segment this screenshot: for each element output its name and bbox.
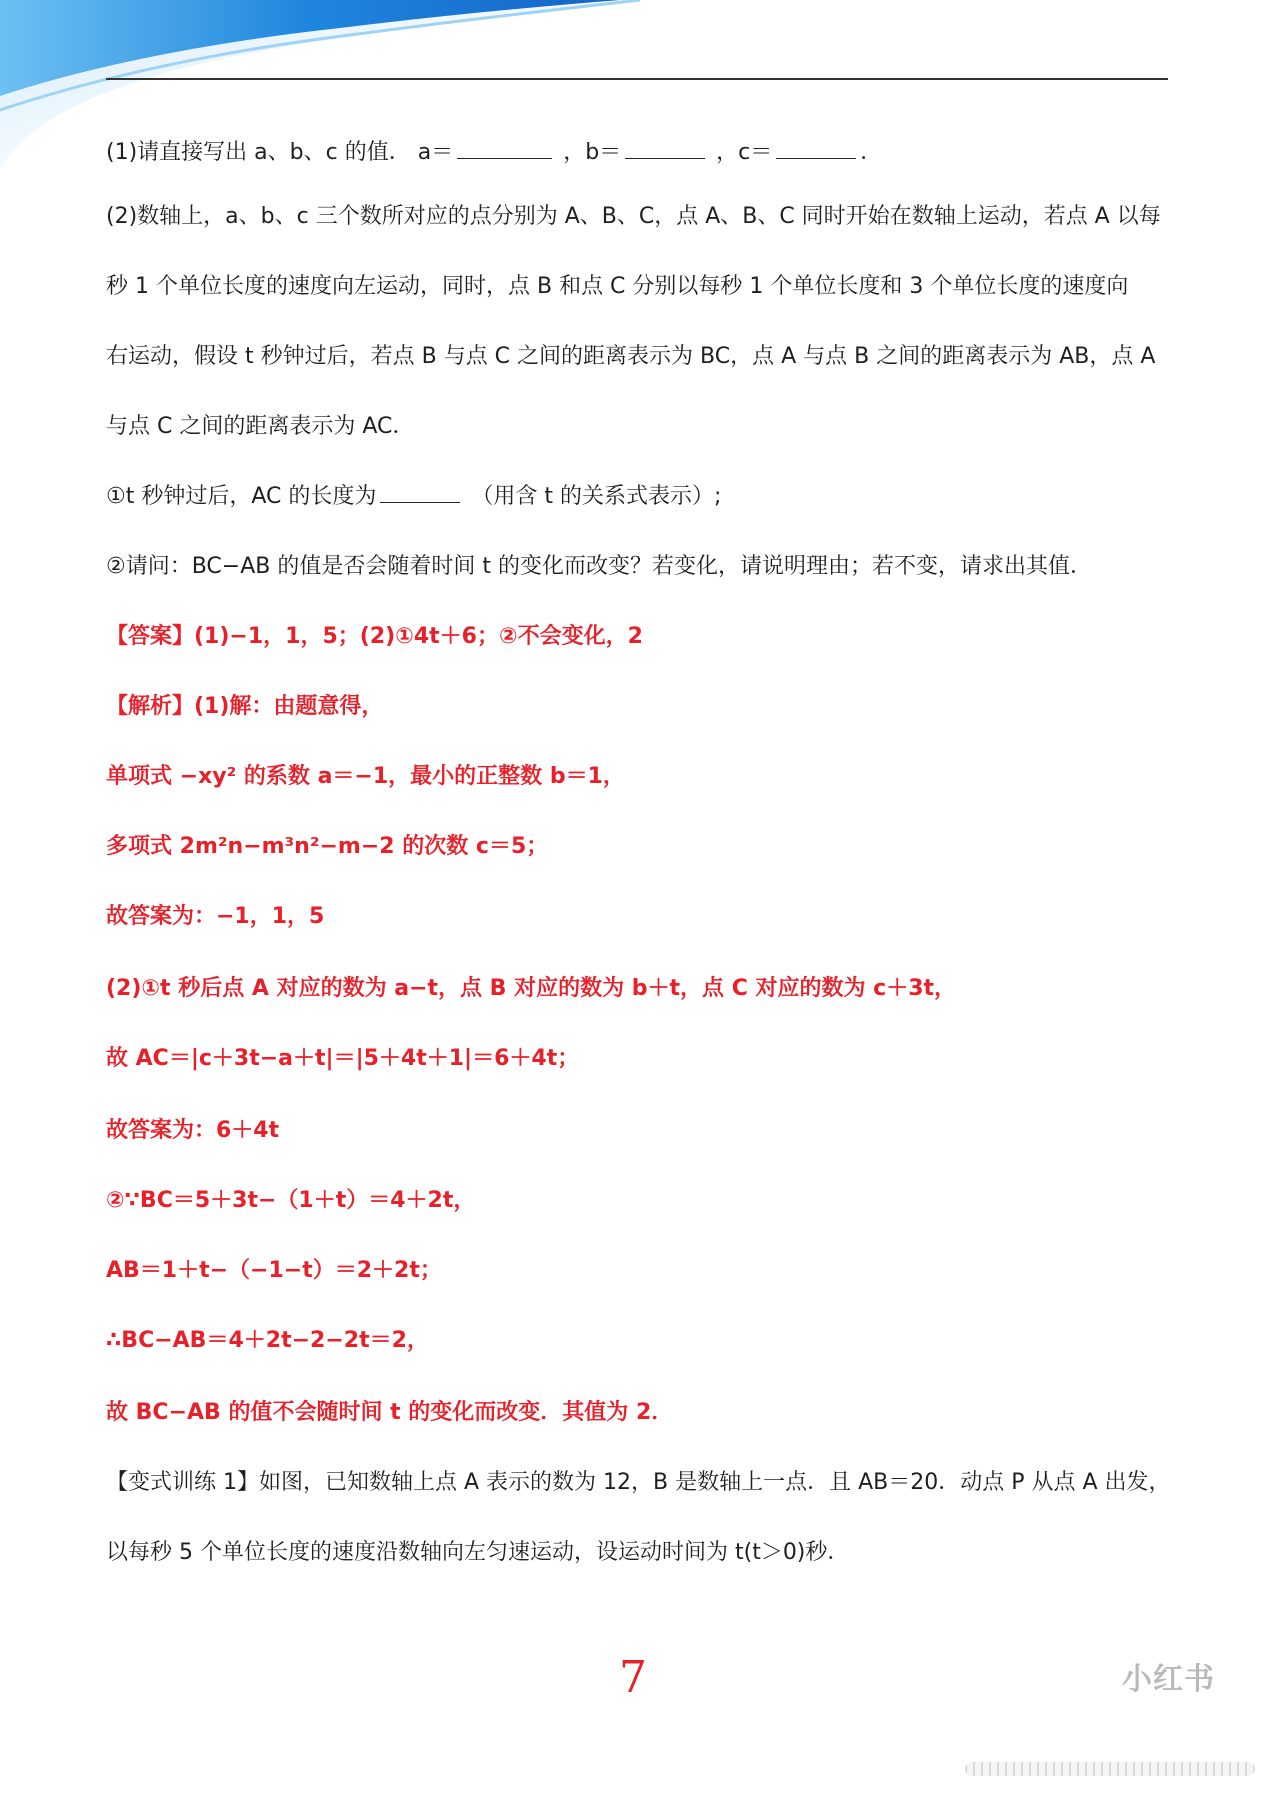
answer-blank-a [457, 138, 552, 159]
analysis-line: 故答案为：−1，1，5 [106, 904, 325, 929]
analysis-line: ∴BC−AB＝4＋2t−2−2t＝2， [106, 1328, 429, 1353]
analysis-line: 【解析】(1)解：由题意得， [106, 694, 384, 719]
question-2-line: 秒 1 个单位长度的速度向左运动，同时，点 B 和点 C 分别以每秒 1 个单位长度和 3 个单位长度的速度向 [106, 274, 1129, 299]
analysis-line: (2)①t 秒后点 A 对应的数为 a−t，点 B 对应的数为 b＋t，点 C 对应的数为 c＋3t， [106, 976, 957, 1001]
analysis-line: 故 BC−AB 的值不会随时间 t 的变化而改变．其值为 2． [106, 1400, 674, 1425]
bottom-bar [965, 1762, 1255, 1776]
answer-blank-c [776, 138, 856, 159]
watermark-logo: 小红书 [1122, 1662, 1215, 1697]
question-2-line: 与点 C 之间的距离表示为 AC． [106, 414, 415, 439]
variant-line: 以每秒 5 个单位长度的速度沿数轴向左匀速运动，设运动时间为 t(t＞0)秒． [106, 1540, 850, 1565]
answer-line: 【答案】(1)−1，1，5；(2)①4t＋6；②不会变化，2 [106, 624, 643, 649]
analysis-line: 故 AC＝|c＋3t−a＋t|＝|5＋4t＋1|＝6＋4t； [106, 1046, 580, 1071]
answer-blank-b [625, 138, 705, 159]
page-number: 7 [619, 1652, 647, 1703]
sub-question-1: ①t 秒钟过后，AC 的长度为 （用含 t 的关系式表示）; [106, 484, 722, 509]
question-2-line: (2)数轴上，a、b、c 三个数所对应的点分别为 A、B、C，点 A、B、C 同时开始在数轴上运动，若点 A 以每 [106, 204, 1161, 229]
sub-question-2: ②请问：BC−AB 的值是否会随着时间 t 的变化而改变？若变化，请说明理由；若不变，请求出其值． [106, 554, 1092, 579]
header-decoration [0, 0, 1280, 200]
analysis-line: ②∵BC＝5＋3t−（1＋t）＝4＋2t， [106, 1188, 476, 1213]
variant-line: 【变式训练 1】如图，已知数轴上点 A 表示的数为 12，B 是数轴上一点．且 AB＝20．动点 P 从点 A 出发， [106, 1470, 1171, 1495]
answer-blank-ac [380, 482, 460, 503]
analysis-line: AB＝1＋t−（−1−t）＝2＋2t； [106, 1258, 442, 1283]
analysis-line: 单项式 −xy² 的系数 a＝−1，最小的正整数 b＝1， [106, 764, 625, 789]
header-rule [106, 78, 1168, 80]
analysis-line: 多项式 2m²n−m³n²−m−2 的次数 c＝5； [106, 834, 549, 859]
question-2-line: 右运动，假设 t 秒钟过后，若点 B 与点 C 之间的距离表示为 BC，点 A 与点 B 之间的距离表示为 AB，点 A [106, 344, 1156, 369]
question-1: (1)请直接写出 a、b、c 的值． a＝ ，b＝ ，c＝ ． [106, 140, 883, 165]
analysis-line: 故答案为：6＋4t [106, 1118, 280, 1143]
